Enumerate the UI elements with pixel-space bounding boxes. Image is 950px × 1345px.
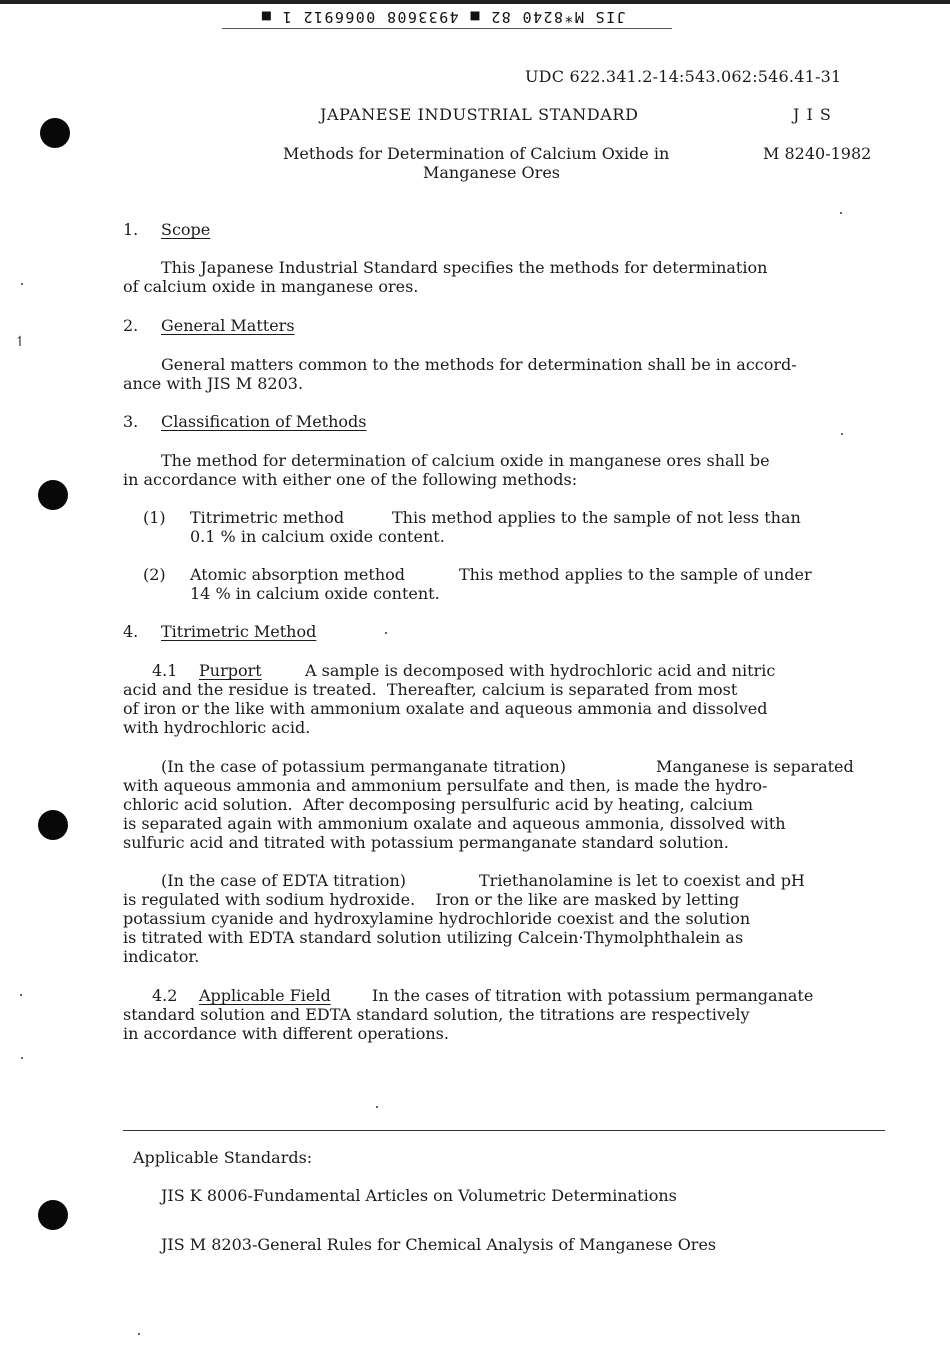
binder-hole-2 <box>38 480 68 510</box>
section-3-title: Classification of Methods <box>161 412 367 431</box>
scan-speck <box>20 994 22 996</box>
edta-first: Triethanolamine is let to coexist and pH <box>479 871 805 890</box>
method-item-line2: 14 % in calcium oxide content. <box>190 584 440 603</box>
method-item-name: Atomic absorption method <box>190 565 406 584</box>
subsection-4-1-line: with hydrochloric acid. <box>123 718 311 737</box>
jis-mark: J I S <box>793 105 832 124</box>
section-2-number: 2. <box>123 316 139 335</box>
permanganate-line: with aqueous ammonia and ammonium persulfate and then, is made the hydro- <box>123 776 768 795</box>
method-item-line2: 0.1 % in calcium oxide content. <box>190 527 445 546</box>
method-item-desc: This method applies to the sample of not less than <box>392 508 801 527</box>
binder-hole-1 <box>40 118 70 148</box>
footer-rule <box>123 1130 885 1131</box>
header-code-rule <box>222 28 672 29</box>
scan-speck <box>376 1106 378 1108</box>
scan-speck <box>138 1333 140 1335</box>
section-1-number: 1. <box>123 220 139 239</box>
permanganate-line: chloric acid solution. After decomposing persulfuric acid by heating, calcium <box>123 795 754 814</box>
scan-speck <box>841 433 843 435</box>
permanganate-first: Manganese is separated <box>656 757 854 776</box>
subsection-4-1-line: of iron or the like with ammonium oxalate and aqueous ammonia and dissolved <box>123 699 768 718</box>
applicable-standard-ref: JIS M 8203-General Rules for Chemical Analysis of Manganese Ores <box>161 1235 717 1254</box>
applicable-standards-heading: Applicable Standards: <box>133 1148 313 1167</box>
subsection-4-1-number: 4.1 <box>152 661 178 680</box>
section-3-line: in accordance with either one of the following methods: <box>123 470 578 489</box>
doc-subtitle-line2: Manganese Ores <box>423 163 560 182</box>
subsection-4-1-title: Purport <box>199 661 262 680</box>
header-code <box>228 6 658 28</box>
section-1-line: of calcium oxide in manganese ores. <box>123 277 419 296</box>
permanganate-line: is separated again with ammonium oxalate and aqueous ammonia, dissolved with <box>123 814 786 833</box>
subsection-4-2-number: 4.2 <box>152 986 178 1005</box>
subsection-4-2-line: standard solution and EDTA standard solution, the titrations are respectively <box>123 1005 750 1024</box>
section-2-line: General matters common to the methods for determination shall be in accord- <box>161 355 797 374</box>
scan-speck <box>840 212 842 214</box>
permanganate-line: sulfuric acid and titrated with potassium permanganate standard solution. <box>123 833 729 852</box>
subsection-4-2-line: in accordance with different operations. <box>123 1024 449 1043</box>
edta-lead: (In the case of EDTA titration) <box>161 871 406 890</box>
subsection-4-1-line: acid and the residue is treated. Thereafter, calcium is separated from most <box>123 680 738 699</box>
binder-hole-4 <box>38 1200 68 1230</box>
method-item-number: (1) <box>143 508 166 527</box>
edta-line: potassium cyanide and hydroxylamine hydrochloride coexist and the solution <box>123 909 751 928</box>
scan-speck <box>21 1057 23 1059</box>
section-4-number: 4. <box>123 622 139 641</box>
scan-top-border <box>0 0 950 4</box>
section-4-title: Titrimetric Method <box>161 622 317 641</box>
section-3-line: The method for determination of calcium oxide in manganese ores shall be <box>161 451 770 470</box>
standard-number: M 8240-1982 <box>763 144 872 163</box>
applicable-standard-ref: JIS K 8006-Fundamental Articles on Volumetric Determinations <box>161 1186 677 1205</box>
section-2-title: General Matters <box>161 316 295 335</box>
subsection-4-1-first: A sample is decomposed with hydrochloric acid and nitric <box>305 661 776 680</box>
scan-speck <box>21 283 23 285</box>
edta-line: indicator. <box>123 947 200 966</box>
edta-line: is regulated with sodium hydroxide. Iron or the like are masked by letting <box>123 890 740 909</box>
method-item-name: Titrimetric method <box>190 508 345 527</box>
section-1-title: Scope <box>161 220 211 239</box>
method-item-desc: This method applies to the sample of under <box>459 565 812 584</box>
permanganate-lead: (In the case of potassium permanganate titration) <box>161 757 566 776</box>
scan-speck <box>385 632 387 634</box>
scan-mark: ↿ <box>14 334 26 350</box>
header-code-text: JIS M*8240 82 ■ 4933608 0066912 1 ■ <box>260 8 626 26</box>
subsection-4-2-title: Applicable Field <box>199 986 331 1005</box>
section-1-line: This Japanese Industrial Standard specifies the methods for determination <box>161 258 768 277</box>
udc-code: UDC 622.341.2-14:543.062:546.41-31 <box>525 67 842 86</box>
section-2-line: ance with JIS M 8203. <box>123 374 304 393</box>
method-item-number: (2) <box>143 565 166 584</box>
subsection-4-2-first: In the cases of titration with potassium permanganate <box>372 986 814 1005</box>
binder-hole-3 <box>38 810 68 840</box>
edta-line: is titrated with EDTA standard solution utilizing Calcein·Thymolphthalein as <box>123 928 744 947</box>
section-3-number: 3. <box>123 412 139 431</box>
doc-subtitle-line1: Methods for Determination of Calcium Oxide in <box>283 144 670 163</box>
standard-title: JAPANESE INDUSTRIAL STANDARD <box>320 105 639 124</box>
